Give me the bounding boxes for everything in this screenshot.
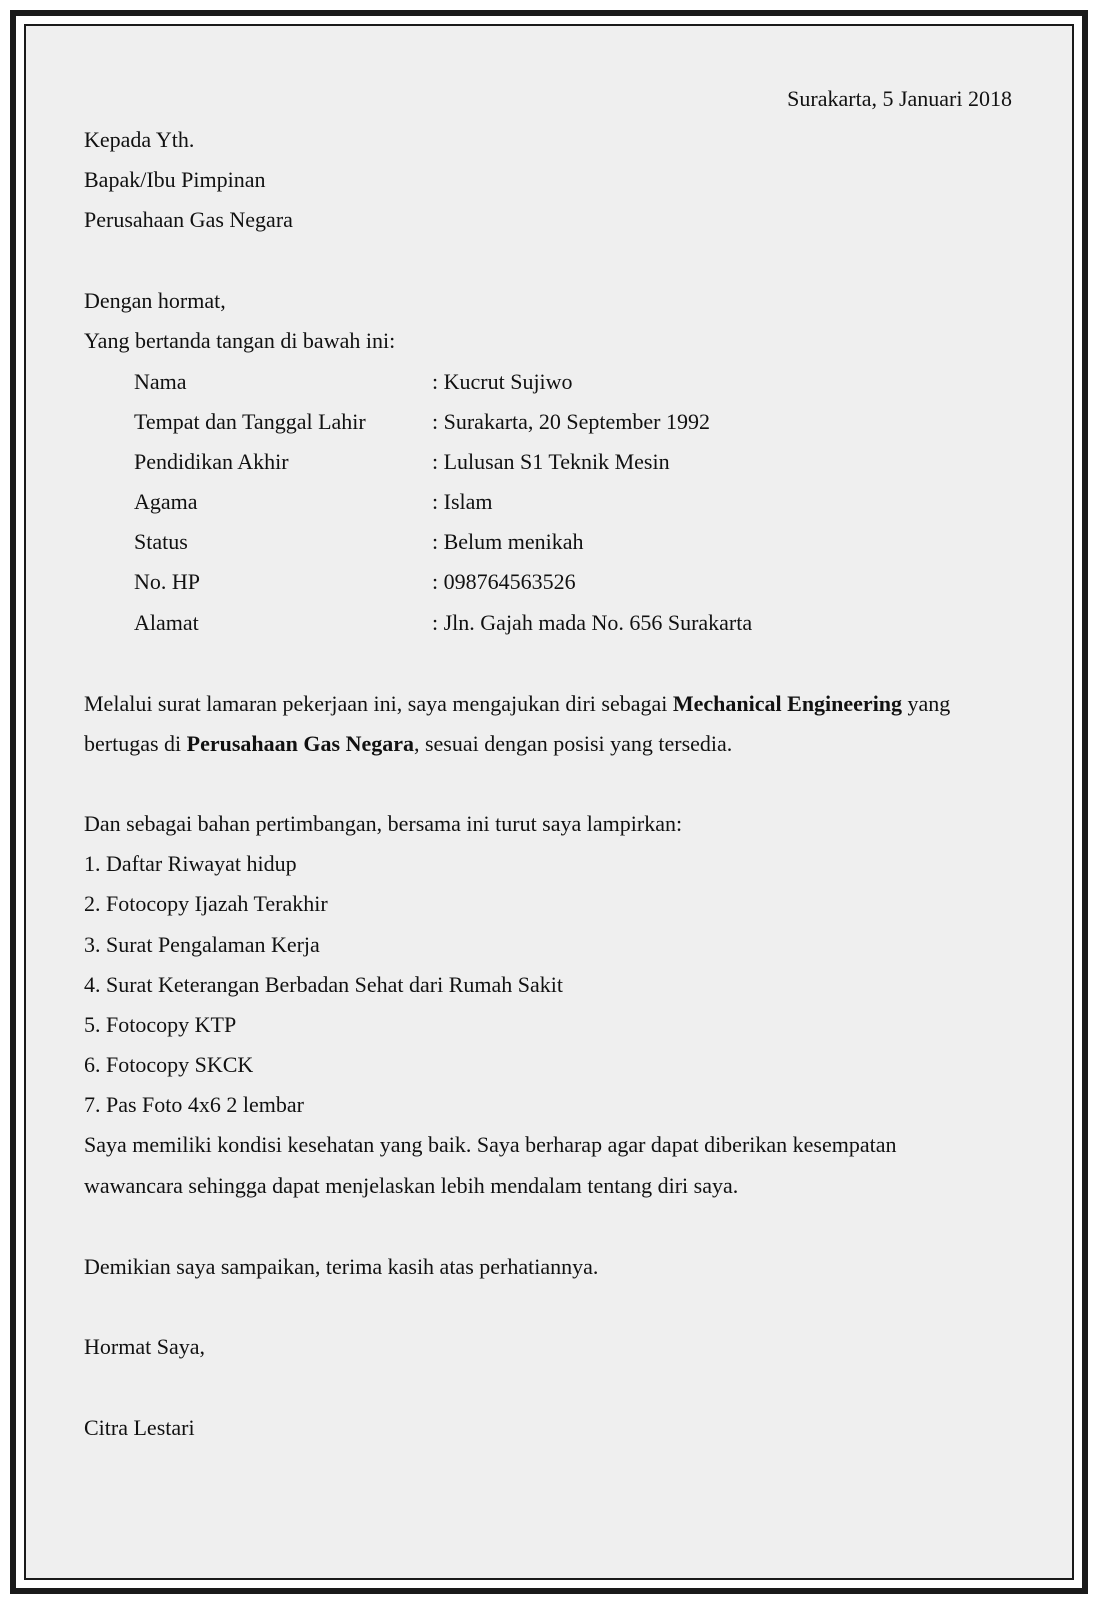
- attachment-item: 2. Fotocopy Ijazah Terakhir: [84, 891, 328, 916]
- signature-name: Citra Lestari: [84, 1415, 195, 1440]
- field-value-nama: : Kucrut Sujiwo: [432, 369, 573, 394]
- application-company: Perusahaan Gas Negara: [186, 731, 414, 756]
- field-value-pendidikan: : Lulusan S1 Teknik Mesin: [432, 449, 670, 474]
- application-position: Mechanical Engineering: [672, 691, 903, 716]
- field-value-alamat: : Jln. Gajah mada No. 656 Surakarta: [432, 610, 753, 635]
- attachment-item: 4. Surat Keterangan Berbadan Sehat dari Rumah Sakit: [84, 972, 563, 997]
- field-value-ttl: : Surakarta, 20 September 1992: [432, 409, 710, 434]
- field-label-agama: Agama: [134, 489, 198, 514]
- application-text-2: yang: [902, 691, 951, 716]
- health-line-1: Saya memiliki kondisi kesehatan yang baik. Saya berharap agar dapat diberikan kesempatan: [84, 1132, 897, 1157]
- attachment-item: 3. Surat Pengalaman Kerja: [84, 932, 320, 957]
- attachment-item: 7. Pas Foto 4x6 2 lembar: [84, 1092, 304, 1117]
- attachment-item: 6. Fotocopy SKCK: [84, 1052, 254, 1077]
- intro-line: Yang bertanda tangan di bawah ini:: [84, 328, 396, 353]
- page-border-outer: [10, 10, 1088, 1594]
- application-text-1: Melalui surat lamaran pekerjaan ini, saya mengajukan diri sebagai: [84, 691, 673, 716]
- field-label-status: Status: [134, 529, 188, 554]
- health-line-2: wawancara sehingga dapat menjelaskan lebih mendalam tentang diri saya.: [84, 1173, 739, 1198]
- field-label-pendidikan: Pendidikan Akhir: [134, 449, 289, 474]
- field-label-alamat: Alamat: [134, 610, 199, 635]
- application-paragraph-line-2: [84, 729, 732, 759]
- field-label-nama: Nama: [134, 369, 187, 394]
- attachment-item: 5. Fotocopy KTP: [84, 1012, 237, 1037]
- field-label-hp: No. HP: [134, 569, 201, 594]
- closing-line: Demikian saya sampaikan, terima kasih atas perhatiannya.: [84, 1254, 599, 1279]
- greeting: Dengan hormat,: [84, 288, 226, 313]
- recipient-line-2: Bapak/Ibu Pimpinan: [84, 167, 266, 192]
- field-label-ttl: Tempat dan Tanggal Lahir: [134, 409, 366, 434]
- page-border-inner: [24, 24, 1074, 1580]
- attachment-item: 1. Daftar Riwayat hidup: [84, 851, 297, 876]
- recipient-line-1: Kepada Yth.: [84, 127, 195, 152]
- application-paragraph-line-1: [84, 689, 950, 719]
- field-value-status: : Belum menikah: [432, 529, 584, 554]
- attachments-intro: Dan sebagai bahan pertimbangan, bersama ini turut saya lampirkan:: [84, 811, 683, 836]
- application-text-4: , sesuai dengan posisi yang tersedia.: [413, 731, 733, 756]
- field-value-agama: : Islam: [432, 489, 493, 514]
- application-text-3: bertugas di: [84, 731, 187, 756]
- regards-line: Hormat Saya,: [84, 1334, 205, 1359]
- letter-page: [26, 26, 1072, 1578]
- recipient-line-3: Perusahaan Gas Negara: [84, 207, 293, 232]
- field-value-hp: : 098764563526: [432, 569, 576, 594]
- date-line: Surakarta, 5 Januari 2018: [787, 86, 1012, 111]
